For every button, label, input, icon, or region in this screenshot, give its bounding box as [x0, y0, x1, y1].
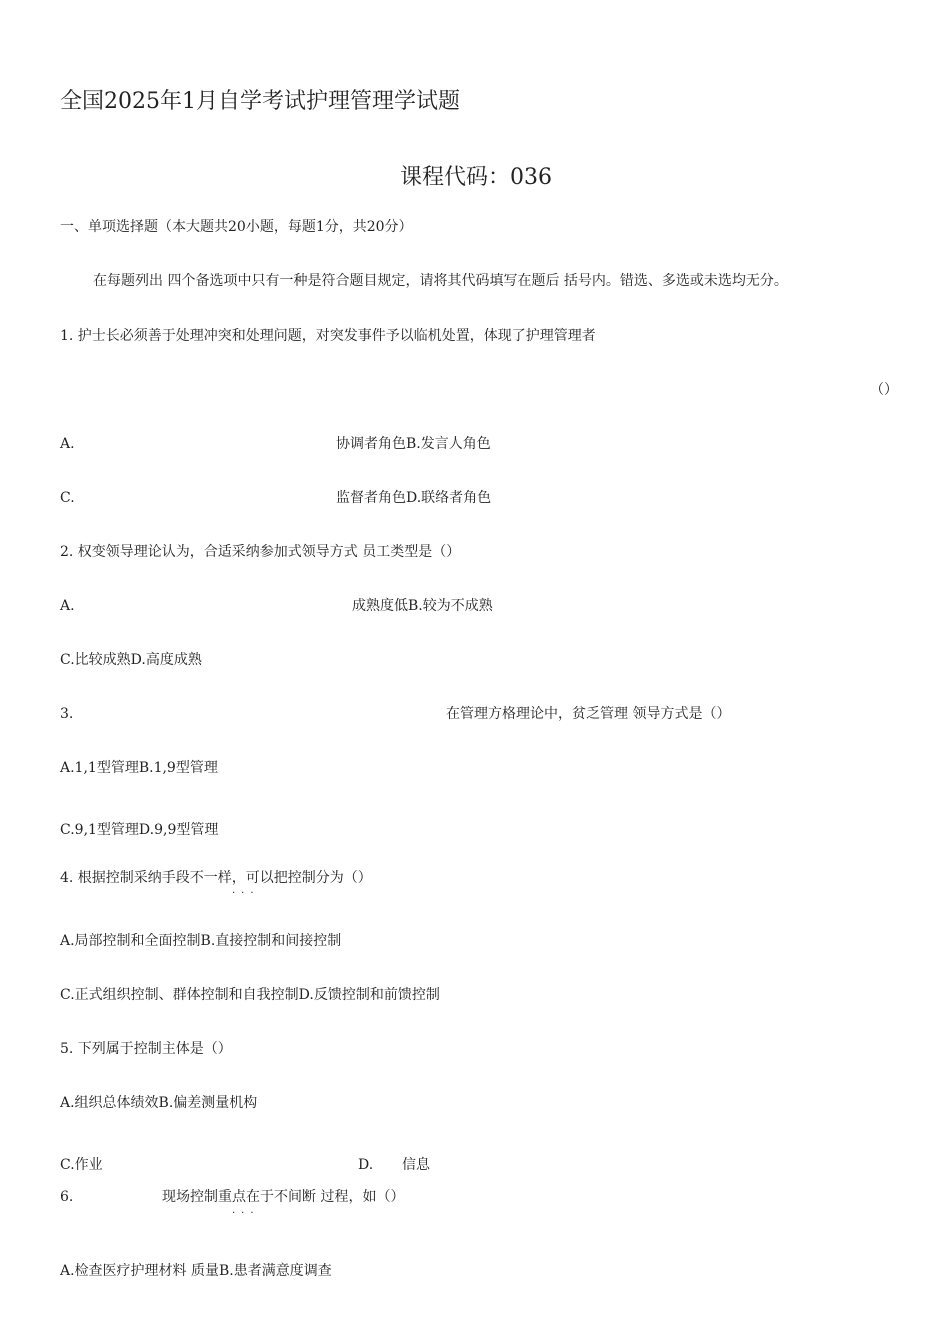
question-3-options-cd: C.9,1型管理D.9,9型管理 [60, 822, 219, 838]
section-heading: 一、单项选择题（本大题共20小题，每题1分，共20分） [60, 219, 413, 235]
question-3-number: 3. [60, 706, 74, 722]
question-5-option-c: C.作业 [60, 1157, 103, 1173]
question-6-emphasis-dots: ··· [232, 1208, 260, 1219]
question-1-options-ab: 协调者角色B.发言人角色 [336, 436, 491, 452]
question-6-options-ab: A.检查医疗护理材料 质量B.患者满意度调查 [60, 1263, 332, 1279]
question-5-option-d: 信息 [402, 1157, 430, 1173]
question-2-stem: 2. 权变领导理论认为，合适采纳参加式领导方式 员工类型是（） [60, 544, 461, 560]
question-5-options-ab: A.组织总体绩效B.偏差测量机构 [60, 1095, 258, 1111]
question-1-options-cd: 监督者角色D.联络者角色 [336, 490, 492, 506]
question-2-options-cd: C.比较成熟D.高度成熟 [60, 652, 202, 668]
question-4-stem: 4. 根据控制采纳手段不一样，可以把控制分为（） [60, 870, 372, 886]
document-title: 全国2025年1月自学考试护理管理学试题 [60, 89, 460, 114]
question-3-options-ab: A.1,1型管理B.1,9型管理 [60, 760, 218, 776]
question-3-stem: 在管理方格理论中，贫乏管理 领导方式是（） [446, 706, 731, 722]
question-4-emphasis-dots: ··· [232, 888, 260, 899]
question-4-options-cd: C.正式组织控制、群体控制和自我控制D.反馈控制和前馈控制 [60, 987, 440, 1003]
question-6-number: 6. [60, 1189, 74, 1205]
question-4-options-ab: A.局部控制和全面控制B.直接控制和间接控制 [60, 933, 342, 949]
question-1-answer-parens: （） [870, 382, 898, 398]
question-5-option-d-label: D. [358, 1157, 374, 1173]
instructions: 在每题列出 四个备选项中只有一种是符合题目规定，请将其代码填写在题后 括号内。错选、多选或未选均无分。 [93, 273, 788, 289]
question-5-stem: 5. 下列属于控制主体是（） [60, 1041, 232, 1057]
question-2-options-ab: 成熟度低B.较为不成熟 [352, 598, 493, 614]
question-1-option-c-label: C. [60, 490, 75, 506]
course-code: 课程代码：036 [400, 165, 552, 190]
question-1-stem: 1. 护士长必须善于处理冲突和处理问题，对突发事件予以临机处置，体现了护理管理者 [60, 328, 596, 344]
question-1-option-a-label: A. [60, 436, 75, 452]
question-2-option-a-label: A. [60, 598, 75, 614]
question-6-stem: 现场控制重点在于不间断 过程，如（） [162, 1189, 405, 1205]
